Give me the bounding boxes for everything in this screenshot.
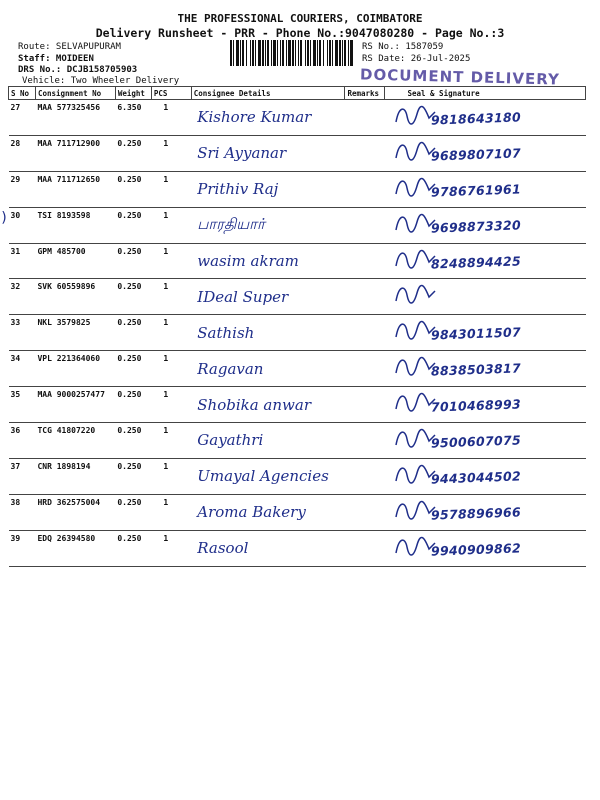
sno-cell: 29: [9, 171, 36, 207]
signature-cell: [385, 135, 586, 171]
right-meta: [362, 41, 470, 65]
sno-cell: 36: [9, 423, 36, 459]
pcs-cell: 1: [151, 135, 191, 171]
signature-cell: [385, 207, 586, 243]
consignee-name: Kishore Kumar: [197, 108, 312, 127]
pcs-cell: 1: [151, 100, 191, 136]
consignee-cell: [191, 315, 345, 351]
weight-cell: 0.250: [115, 458, 151, 494]
consignee-name: Prithiv Raj: [197, 180, 279, 199]
remarks-cell: [345, 423, 385, 459]
weight-cell: 0.250: [115, 387, 151, 423]
consignee-cell: [191, 458, 345, 494]
remarks-cell: [345, 100, 385, 136]
remarks-cell: [345, 387, 385, 423]
recipient-phone: 9443044502: [430, 468, 522, 487]
remarks-cell: [345, 494, 385, 530]
consignment-cell: MAA 577325456: [35, 100, 115, 136]
consignee-cell: [191, 243, 345, 279]
consignee-cell: [191, 207, 345, 243]
document-title: THE PROFESSIONAL COURIERS, COIMBATORE: [177, 12, 423, 25]
remarks-cell: [345, 243, 385, 279]
recipient-phone: 9578896966: [430, 504, 522, 523]
consignee-name: Rasool: [197, 539, 249, 558]
sno-cell: 33: [9, 315, 36, 351]
signature-cell: [385, 315, 586, 351]
rs-no-text: RS No.: 1587059: [362, 42, 444, 52]
consignee-name: Gayathri: [197, 431, 264, 450]
sno-cell: 39: [9, 530, 36, 566]
weight-cell: 0.250: [115, 279, 151, 315]
signature-cell: [385, 243, 586, 279]
pcs-cell: 1: [151, 494, 191, 530]
recipient-phone: 9818643180: [430, 109, 522, 128]
col-consignee: Consignee Details: [191, 87, 345, 100]
col-signature: Seal & Signature: [385, 87, 586, 100]
sno-cell: 31: [9, 243, 36, 279]
signature-cell: [385, 171, 586, 207]
sno-cell: 30: [9, 207, 36, 243]
consignee-cell: [191, 171, 345, 207]
weight-cell: 0.250: [115, 171, 151, 207]
consignee-name: Sathish: [197, 323, 255, 342]
signature-cell: [385, 387, 586, 423]
signature-cell: [385, 530, 586, 566]
consignment-cell: TCG 41807220: [35, 423, 115, 459]
pcs-cell: 1: [151, 315, 191, 351]
pcs-cell: 1: [151, 171, 191, 207]
signature-scribble: [393, 281, 437, 309]
sno-cell: 27: [9, 100, 36, 136]
consignee-cell: [191, 279, 345, 315]
drs-text: DRS No.: DCJB158705903: [18, 65, 138, 75]
consignment-cell: GPM 485700: [35, 243, 115, 279]
weight-cell: 0.250: [115, 135, 151, 171]
sno-cell: 38: [9, 494, 36, 530]
weight-cell: 0.250: [115, 351, 151, 387]
recipient-phone: 9689807107: [430, 145, 522, 164]
consignment-cell: TSI 8193598: [35, 207, 115, 243]
table-row: [9, 530, 586, 566]
consignee-cell: [191, 351, 345, 387]
table-row: [9, 351, 586, 387]
consignee-name: IDeal Super: [197, 287, 289, 306]
col-remarks: Remarks: [345, 87, 385, 100]
recipient-phone: 9698873320: [430, 217, 522, 236]
remarks-cell: [345, 458, 385, 494]
sno-cell: 34: [9, 351, 36, 387]
document-delivery-stamp: DOCUMENT DELIVERY: [359, 65, 561, 89]
remarks-cell: [345, 315, 385, 351]
col-consignment: Consignment No: [35, 87, 115, 100]
table-row: [9, 171, 586, 207]
remarks-cell: [345, 135, 385, 171]
recipient-phone: 9843011507: [430, 324, 522, 343]
consignment-cell: MAA 711712650: [35, 171, 115, 207]
weight-cell: 0.250: [115, 423, 151, 459]
runsheet-table: [8, 86, 586, 567]
pcs-cell: 1: [151, 243, 191, 279]
table-row: [9, 423, 586, 459]
table-row: [9, 243, 586, 279]
recipient-phone: 9940909862: [430, 540, 522, 559]
signature-cell: [385, 100, 586, 136]
sno-cell: 35: [9, 387, 36, 423]
margin-mark: ): [0, 210, 9, 226]
col-weight: Weight: [115, 87, 151, 100]
remarks-cell: [345, 351, 385, 387]
table-row: [9, 135, 586, 171]
signature-cell: [385, 494, 586, 530]
document-subtitle: Delivery Runsheet - PRR - Phone No.:9047080280 - Page No.:3: [95, 26, 505, 40]
recipient-phone: 8838503817: [430, 360, 522, 379]
consignee-cell: [191, 100, 345, 136]
table-row: [9, 315, 586, 351]
table-row: [9, 458, 586, 494]
weight-cell: 0.250: [115, 530, 151, 566]
weight-cell: 0.250: [115, 243, 151, 279]
consignment-cell: NKL 3579825: [35, 315, 115, 351]
consignment-cell: CNR 1898194: [35, 458, 115, 494]
table-row: [9, 100, 586, 136]
pcs-cell: 1: [151, 458, 191, 494]
consignment-cell: VPL 221364060: [35, 351, 115, 387]
recipient-phone: 8248894425: [430, 252, 522, 272]
consignee-cell: [191, 387, 345, 423]
recipient-phone: 9500607075: [430, 432, 522, 451]
consignee-cell: [191, 530, 345, 566]
consignment-cell: EDQ 26394580: [35, 530, 115, 566]
signature-cell: [385, 458, 586, 494]
consignee-name: Shobika anwar: [197, 395, 311, 414]
col-sno: S No: [9, 87, 36, 100]
table-row: [9, 279, 586, 315]
signature-cell: [385, 423, 586, 459]
staff-text: Staff: MOIDEEN: [18, 54, 94, 64]
consignee-name: Ragavan: [197, 359, 264, 378]
pcs-cell: 1: [151, 423, 191, 459]
col-pcs: PCS: [151, 87, 191, 100]
pcs-cell: 1: [151, 387, 191, 423]
pcs-cell: 1: [151, 530, 191, 566]
left-meta: [18, 41, 121, 65]
sno-cell: 37: [9, 458, 36, 494]
remarks-cell: [345, 171, 385, 207]
remarks-cell: [345, 530, 385, 566]
consignee-cell: [191, 423, 345, 459]
table-header: [9, 87, 586, 100]
consignee-cell: [191, 135, 345, 171]
table-row: [9, 494, 586, 530]
consignee-name: wasim akram: [197, 252, 299, 270]
consignee-name: Sri Ayyanar: [197, 144, 287, 163]
remarks-cell: [345, 279, 385, 315]
consignee-cell: [191, 494, 345, 530]
pcs-cell: 1: [151, 351, 191, 387]
route-text: Route: SELVAPUPURAM: [18, 42, 121, 52]
sno-cell: 28: [9, 135, 36, 171]
pcs-cell: 1: [151, 279, 191, 315]
consignment-cell: SVK 60559896: [35, 279, 115, 315]
consignment-cell: MAA 9000257477: [35, 387, 115, 423]
consignee-name: Umayal Agencies: [197, 467, 329, 486]
consignee-name: பாரதியார்: [197, 215, 265, 234]
recipient-phone: 9786761961: [430, 181, 522, 200]
weight-cell: 0.250: [115, 494, 151, 530]
consignment-cell: HRD 362575004: [35, 494, 115, 530]
vehicle-text: Vehicle: Two Wheeler Delivery: [22, 76, 180, 86]
consignment-cell: MAA 711712900: [35, 135, 115, 171]
table-row: [9, 387, 586, 423]
weight-cell: 0.250: [115, 207, 151, 243]
signature-cell: [385, 351, 586, 387]
rs-date-text: RS Date: 26-Jul-2025: [362, 54, 471, 64]
weight-cell: 0.250: [115, 315, 151, 351]
signature-cell: [385, 279, 586, 315]
remarks-cell: [345, 207, 385, 243]
weight-cell: 6.350: [115, 100, 151, 136]
recipient-phone: 7010468993: [430, 396, 522, 415]
pcs-cell: 1: [151, 207, 191, 243]
barcode: [230, 40, 354, 66]
sno-cell: 32: [9, 279, 36, 315]
consignee-name: Aroma Bakery: [197, 503, 306, 522]
table-row: [9, 207, 586, 243]
